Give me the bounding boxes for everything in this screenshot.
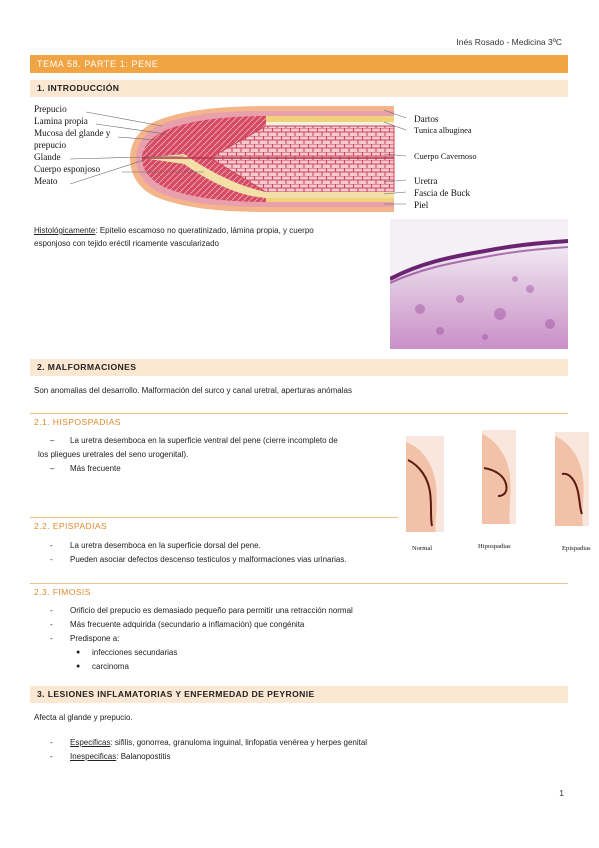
label-mucosa-glande: Mucosa del glande y xyxy=(34,128,111,138)
label-tunica-albuginea: Tunica albuginea xyxy=(414,126,472,135)
section-introduccion-header: 1. INTRODUCCIÓN xyxy=(30,80,568,97)
epispadias-list xyxy=(34,539,434,567)
figure-label-hipospadias: Hipospadias xyxy=(478,543,511,550)
histology-term: Histológicamente xyxy=(34,226,96,235)
lesiones-list xyxy=(34,736,534,764)
figure-label-epispadias: Epispadias xyxy=(562,545,591,552)
list-item: - La uretra desemboca en la superficie dorsal del pene. xyxy=(50,541,261,550)
lesiones-intro: Afecta al glande y prepucio. xyxy=(34,713,133,722)
author-header: Inés Rosado - Medicina 3ºC xyxy=(456,37,562,47)
malformaciones-intro: Son anomalias del desarrollo. Malformación del surco y canal uretral, aperturas anómalas xyxy=(34,386,352,395)
histology-micrograph xyxy=(390,219,568,349)
label-prepucio: Prepucio xyxy=(34,104,67,114)
list-item: – Más frecuente xyxy=(50,464,121,473)
histology-image xyxy=(390,219,568,349)
subsection-fimosis-title: 2.3. FIMOSIS xyxy=(34,587,91,597)
list-item: - Especificas: sifilis, gonorrea, granuloma inguinal, linfopatia venérea y herpes genital xyxy=(50,738,368,747)
penis-anatomy-diagram xyxy=(34,104,494,214)
divider-epispadias xyxy=(30,517,398,518)
list-item: ● carcinoma xyxy=(76,662,129,671)
list-item: - Inespecificas: Balanopostitis xyxy=(50,752,171,761)
divider-fimosis xyxy=(30,583,568,584)
label-glande: Glande xyxy=(34,152,61,162)
list-item: - Orificio del prepucio es demasiado pequeño para permitir una retracción normal xyxy=(50,606,353,615)
histology-text-line1: : Epitelio escamoso no queratinizado, lámina propia, y cuerpo xyxy=(95,226,314,235)
list-item: – La uretra desemboca en la superficie ventral del pene (cierre incompleto de xyxy=(50,436,338,445)
topic-title-bar: TEMA 58. PARTE 1: PENE xyxy=(30,55,568,73)
section-lesiones-header: 3. LESIONES INFLAMATORIAS Y ENFERMEDAD DE PEYRONIE xyxy=(30,686,568,703)
subsection-epispadias-title: 2.2. EPISPADIAS xyxy=(34,521,108,531)
label-lamina-propia: Lamina propia xyxy=(34,116,88,126)
malformation-figures xyxy=(404,430,599,560)
list-item: - Pueden asociar defectos descenso testiculos y malformaciones vias urinarias. xyxy=(50,555,347,564)
list-item: - Más frecuente adquirida (secundario a inflamación) que congénita xyxy=(50,620,305,629)
label-fascia-buck: Fascia de Buck xyxy=(414,188,471,198)
page-number: 1 xyxy=(559,788,564,798)
subsection-hipospadias-title: 2.1. HISPOSPADIAS xyxy=(34,417,121,427)
histology-text-line2: esponjoso con tejido eréctil ricamente vascularizado xyxy=(34,239,219,248)
label-cuerpo-cavernoso: Cuerpo Cavernoso xyxy=(414,152,477,161)
list-item: - Predispone a: xyxy=(50,634,120,643)
divider-hipospadias xyxy=(30,413,568,414)
fimosis-list xyxy=(34,604,534,674)
hipospadias-list xyxy=(34,434,404,476)
list-item: ● infecciones secundarias xyxy=(76,648,178,657)
figure-label-normal: Normal xyxy=(412,545,433,552)
histology-paragraph xyxy=(34,224,384,250)
section-malformaciones-header: 2. MALFORMACIONES xyxy=(30,359,568,376)
malformation-illustrations xyxy=(404,430,599,540)
list-item: los pliegues uretrales del seno urogenital). xyxy=(38,450,189,459)
label-mucosa-prepucio: prepucio xyxy=(34,140,67,150)
label-dartos: Dartos xyxy=(414,114,439,124)
label-meato: Meato xyxy=(34,176,58,186)
label-cuerpo-esponjoso: Cuerpo esponjoso xyxy=(34,164,101,174)
label-uretra: Uretra xyxy=(414,176,438,186)
label-piel: Piel xyxy=(414,200,429,210)
